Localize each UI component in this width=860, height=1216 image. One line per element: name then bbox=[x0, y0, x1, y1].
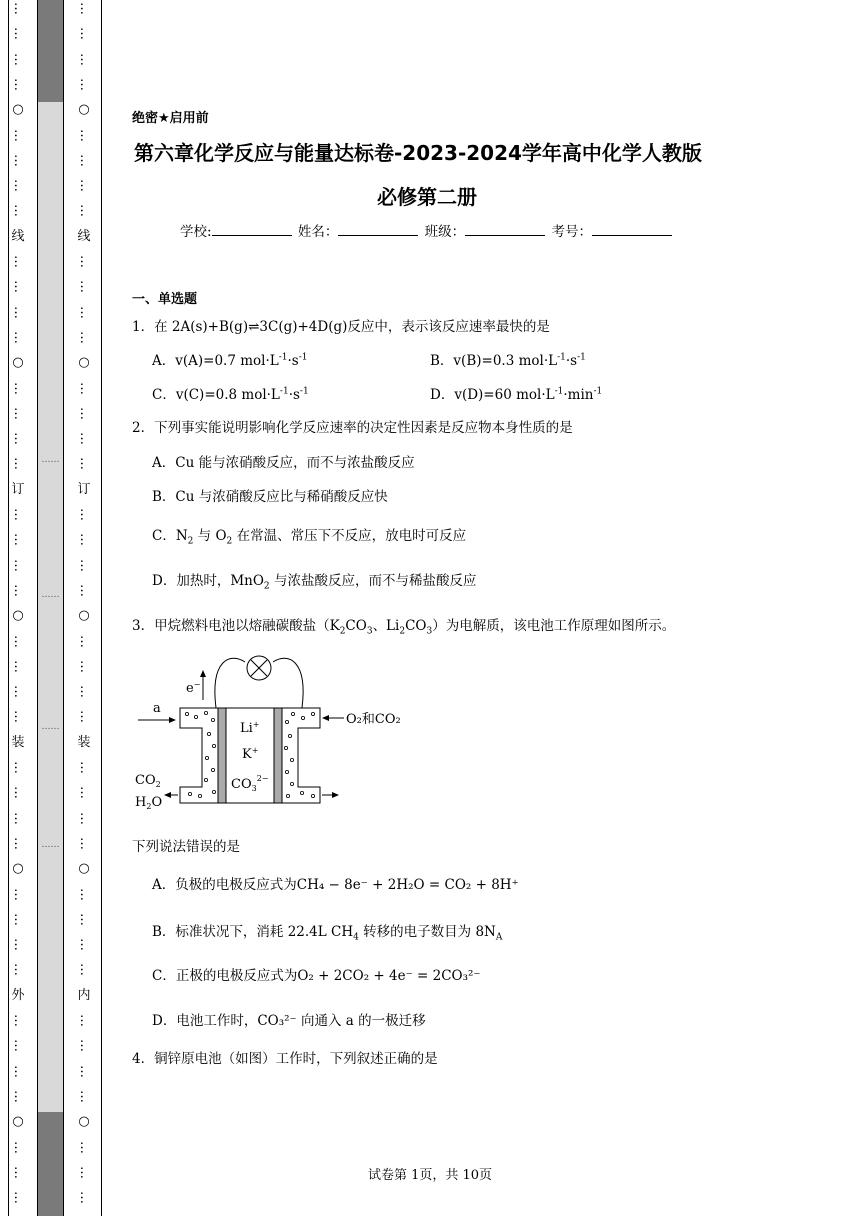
margin-dots: … bbox=[11, 1140, 26, 1154]
margin-dots: … bbox=[11, 128, 26, 142]
margin-dots: … bbox=[11, 508, 26, 521]
school-blank[interactable] bbox=[212, 235, 292, 236]
margin-dots: … bbox=[77, 685, 92, 699]
margin-dots: … bbox=[77, 558, 92, 572]
question-3-stem: 3．甲烷燃料电池以熔融碳酸盐（$K_2CO_3$、$Li_2CO_3$）为电解质，该电池工作原理如图所示。 bbox=[132, 618, 676, 637]
q3-option-c[interactable]: C．正极的电极反应式为O₂ + 2CO₂ + 4e⁻ = 2CO₃²⁻ bbox=[152, 968, 481, 984]
margin-dots: … bbox=[77, 457, 92, 471]
margin-dots: … bbox=[11, 1064, 26, 1078]
margin-dots: … bbox=[77, 1064, 92, 1078]
margin-circle: ○ bbox=[78, 608, 90, 624]
q2-option-c[interactable]: C．$N_2$ 与 $O_2$ 在常温、常压下不反应，放电时可反应 bbox=[152, 528, 467, 547]
output-h2o: $H_2O$ bbox=[135, 795, 163, 810]
margin-label: 内 bbox=[77, 987, 91, 1003]
margin-dots: … bbox=[77, 659, 92, 673]
q1-stem-post: 3C(g)+4D(g)反应中，表示该反应速率最快的是 bbox=[259, 319, 550, 335]
margin-dots: … bbox=[11, 533, 26, 547]
fuel-cell-diagram bbox=[130, 650, 430, 810]
margin-circle: ○ bbox=[78, 355, 90, 371]
q3-option-d[interactable]: D．电池工作时，CO₃²⁻ 向通入 a 的一极迁移 bbox=[152, 1013, 426, 1029]
margin-dots: … bbox=[11, 381, 26, 395]
margin-label: 订 bbox=[11, 481, 25, 497]
margin-dots: … bbox=[11, 255, 26, 268]
margin-dots: … bbox=[77, 533, 92, 547]
margin-dots: … bbox=[77, 836, 92, 850]
margin-dots: … bbox=[77, 887, 92, 901]
margin-dots: … bbox=[11, 1089, 26, 1103]
margin-dots: … bbox=[77, 634, 92, 648]
strip-dark-top bbox=[38, 0, 63, 102]
ion-li: Li+ bbox=[240, 720, 260, 736]
margin-label: 线 bbox=[11, 228, 25, 244]
margin-dots: … bbox=[11, 761, 26, 774]
class-blank[interactable] bbox=[465, 235, 545, 236]
margin-dots: … bbox=[11, 153, 26, 167]
margin-dots: … bbox=[11, 406, 26, 420]
margin-dots: … bbox=[11, 457, 26, 471]
name-blank[interactable] bbox=[338, 235, 418, 236]
margin-dots: … bbox=[11, 1191, 26, 1205]
circuit-wire-right bbox=[273, 658, 303, 708]
margin-dots: … bbox=[11, 432, 26, 446]
margin-dots: … bbox=[77, 508, 92, 521]
q1-option-c[interactable]: C．v(C)=0.8 $mol\cdot L^{-1}\cdot s^{-1}$ bbox=[152, 386, 309, 403]
margin-dots: … bbox=[11, 887, 26, 901]
margin-dots: … bbox=[77, 305, 92, 319]
margin-dots: … bbox=[77, 1165, 92, 1179]
school-label: 学校: bbox=[180, 224, 212, 240]
o2-co2-label: O₂和CO₂ bbox=[346, 712, 401, 727]
margin-circle: ○ bbox=[78, 861, 90, 877]
margin-dots: … bbox=[11, 912, 26, 926]
margin-dots: … bbox=[11, 179, 26, 193]
margin-dots: … bbox=[77, 330, 92, 344]
margin-dots: … bbox=[11, 634, 26, 648]
question-4-stem: 4．铜锌原电池（如图）工作时，下列叙述正确的是 bbox=[132, 1051, 438, 1067]
margin-dots: … bbox=[77, 52, 92, 66]
margin-dots: … bbox=[77, 179, 92, 193]
cathode-electrode bbox=[274, 708, 282, 803]
class-label: 班级： bbox=[424, 224, 466, 240]
margin-dots: … bbox=[77, 761, 92, 774]
margin-dots: … bbox=[77, 128, 92, 142]
margin-dots: … bbox=[77, 381, 92, 395]
student-info bbox=[180, 220, 674, 240]
margin-dots: … bbox=[11, 836, 26, 850]
margin-border-line bbox=[8, 0, 9, 1216]
margin-dots: … bbox=[77, 1039, 92, 1053]
q2-option-d[interactable]: D．加热时，MnO$_2$ 与浓盐酸反应，而不与稀盐酸反应 bbox=[152, 573, 477, 592]
strip-mark: …… bbox=[41, 455, 60, 465]
margin-label: 装 bbox=[11, 734, 25, 750]
margin-dots: … bbox=[11, 938, 26, 952]
margin-label: 装 bbox=[77, 734, 91, 750]
outer-dotted-column bbox=[11, 0, 25, 1216]
margin-dots: … bbox=[77, 77, 92, 91]
gray-strip bbox=[37, 0, 64, 1216]
margin-dots: … bbox=[77, 963, 92, 977]
number-blank[interactable] bbox=[592, 235, 672, 236]
margin-dots: … bbox=[11, 786, 26, 800]
margin-circle: ○ bbox=[12, 355, 24, 371]
margin-dots: … bbox=[77, 406, 92, 420]
margin-dots: … bbox=[11, 77, 26, 91]
margin-dots: … bbox=[77, 811, 92, 825]
anode-electrode bbox=[218, 708, 226, 803]
margin-dots: … bbox=[11, 963, 26, 977]
margin-inner-line bbox=[101, 0, 102, 1216]
strip-mark: …… bbox=[41, 722, 60, 732]
title-line-1: 第六章化学反应与能量达标卷-2023-2024学年高中化学人教版 bbox=[134, 141, 702, 165]
anode-chamber bbox=[180, 708, 218, 803]
margin-dots: … bbox=[77, 432, 92, 446]
q1-option-b[interactable]: B．v(B)=0.3 $mol\cdot L^{-1}\cdot s^{-1}$ bbox=[430, 352, 586, 369]
margin-dots: … bbox=[77, 27, 92, 41]
input-a-label: a bbox=[153, 701, 161, 716]
strip-mark: …… bbox=[41, 840, 60, 850]
section-heading: 一、单选题 bbox=[132, 292, 198, 307]
margin-circle: ○ bbox=[12, 608, 24, 624]
q3-option-a[interactable]: A．负极的电极反应式为CH₄ − 8e⁻ + 2H₂O = CO₂ + 8H⁺ bbox=[152, 877, 519, 893]
name-label: 姓名： bbox=[297, 224, 339, 240]
margin-dots: … bbox=[77, 204, 92, 218]
q1-stem-pre: 1．在 2A(s)+B(g) bbox=[132, 319, 249, 335]
margin-dots: … bbox=[77, 1089, 92, 1103]
margin-dots: … bbox=[77, 280, 92, 294]
margin-dots: … bbox=[77, 1014, 92, 1027]
margin-dots: … bbox=[11, 1165, 26, 1179]
margin-dots: … bbox=[11, 305, 26, 319]
q3-after-diagram: 下列说法错误的是 bbox=[132, 839, 240, 855]
margin-dots: … bbox=[11, 204, 26, 218]
inner-dotted-column bbox=[77, 0, 91, 1216]
ion-co3: $CO_3^{2-}$ bbox=[231, 774, 269, 793]
margin-dots: … bbox=[11, 710, 26, 724]
question-2-stem: 2．下列事实能说明影响化学反应速率的决定性因素是反应物本身性质的是 bbox=[132, 420, 573, 436]
margin-circle: ○ bbox=[12, 1114, 24, 1130]
margin-dots: … bbox=[77, 153, 92, 167]
binding-margin bbox=[0, 0, 102, 1216]
margin-dots: … bbox=[11, 1039, 26, 1053]
margin-dots: … bbox=[11, 685, 26, 699]
margin-dots: … bbox=[11, 1014, 26, 1027]
margin-circle: ○ bbox=[78, 1114, 90, 1130]
title-line-2: 必修第二册 bbox=[377, 185, 477, 209]
margin-dots: … bbox=[11, 330, 26, 344]
margin-dots: … bbox=[11, 558, 26, 572]
q2-option-a[interactable]: A．Cu 能与浓硝酸反应，而不与浓盐酸反应 bbox=[152, 455, 415, 471]
margin-dots: … bbox=[77, 938, 92, 952]
q2-option-b[interactable]: B．Cu 与浓硝酸反应比与稀硝酸反应快 bbox=[152, 489, 388, 505]
margin-dots: … bbox=[77, 1140, 92, 1154]
margin-dots: … bbox=[77, 255, 92, 268]
electron-label: e− bbox=[186, 680, 201, 696]
margin-dots: … bbox=[11, 280, 26, 294]
margin-dots: … bbox=[77, 2, 92, 15]
margin-circle: ○ bbox=[12, 861, 24, 877]
number-label: 考号： bbox=[551, 224, 592, 240]
margin-label: 线 bbox=[77, 228, 91, 244]
margin-label: 外 bbox=[11, 987, 25, 1003]
margin-dots: … bbox=[11, 583, 26, 597]
q3-option-b[interactable]: B．标准状况下，消耗 22.4L $CH_4$ 转移的电子数目为 $8N_A$ bbox=[152, 924, 503, 943]
circuit-wire-left bbox=[215, 658, 245, 708]
margin-dots: … bbox=[11, 27, 26, 41]
margin-dots: … bbox=[11, 52, 26, 66]
margin-dots: … bbox=[77, 710, 92, 724]
margin-dots: … bbox=[11, 811, 26, 825]
margin-dots: … bbox=[77, 583, 92, 597]
margin-circle: ○ bbox=[12, 102, 24, 118]
secret-label: 绝密★启用前 bbox=[132, 111, 209, 126]
q1-option-a[interactable]: A．v(A)=0.7 $mol\cdot L^{-1}\cdot s^{-1}$ bbox=[152, 352, 308, 369]
margin-dots: … bbox=[11, 659, 26, 673]
margin-dots: … bbox=[11, 2, 26, 15]
strip-light bbox=[38, 102, 63, 1112]
strip-mark: …… bbox=[41, 590, 60, 600]
equilibrium-arrow: ⇌ bbox=[248, 319, 260, 335]
q1-option-d[interactable]: D．v(D)=60 $mol\cdot L^{-1}\cdot\min^{-1}$ bbox=[430, 386, 603, 403]
margin-dots: … bbox=[77, 786, 92, 800]
margin-label: 订 bbox=[77, 481, 91, 497]
margin-dots: … bbox=[77, 1191, 92, 1205]
output-co2: $CO_2$ bbox=[135, 773, 161, 789]
margin-dots: … bbox=[77, 912, 92, 926]
question-1-stem bbox=[132, 315, 550, 335]
ion-k: K+ bbox=[242, 746, 259, 762]
page-footer: 试卷第 1页，共 10页 bbox=[367, 1168, 493, 1183]
margin-circle: ○ bbox=[78, 102, 90, 118]
